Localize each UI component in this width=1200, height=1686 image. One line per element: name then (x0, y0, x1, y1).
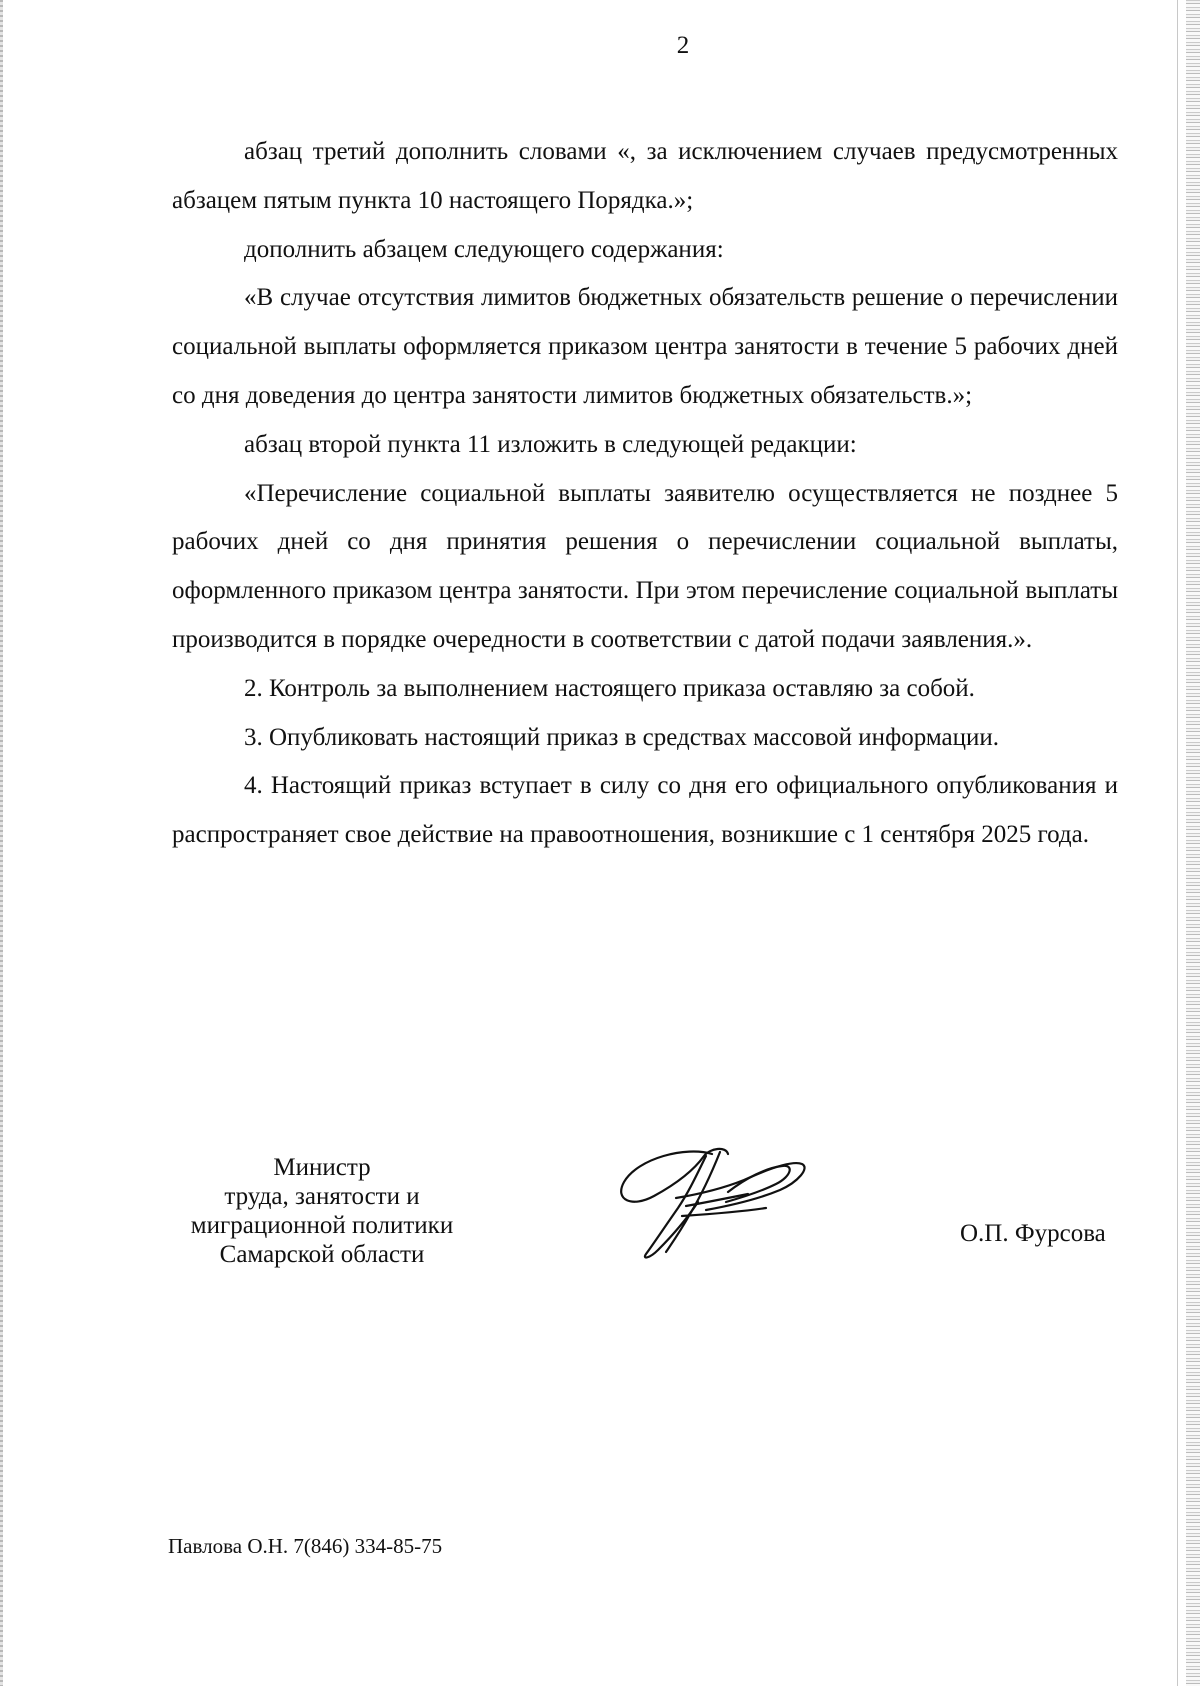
scan-edge-right (1186, 0, 1200, 1686)
paragraph-1: абзац третий дополнить словами «, за исключением случаев предусмотренных абзацем пятым пункта 10 настоящего Порядка.»; (172, 138, 1118, 214)
page-number: 2 (676, 32, 690, 59)
signer-name: О.П. Фурсова (960, 1220, 1106, 1247)
scan-edge-left (0, 0, 3, 1686)
paragraph-2: дополнить абзацем следующего содержания: (244, 235, 724, 263)
paragraph-5: «Перечисление социальной выплаты заявителю осуществляется не позднее 5 рабочих дней со дня принятия решения о перечислении социальной выплаты, оформленного приказом центра занятости. При этом перечисление социальной выплаты производится в порядке очередности в соответствии с датой подачи заявления.». (172, 479, 1118, 653)
scan-edge-line (1177, 0, 1178, 1686)
handwritten-signature (616, 1142, 826, 1262)
contact-info: Павлова О.Н. 7(846) 334-85-75 (168, 1534, 443, 1558)
paragraph-3: «В случае отсутствия лимитов бюджетных обязательств решение о перечислении социальной выплаты оформляется приказом центра занятости в течение 5 рабочих дней со дня доведения до центра занятости лимитов бюджетных обязательств.»; (172, 284, 1118, 409)
signatory-title-line-1: Министр (273, 1154, 371, 1181)
paragraph-4: абзац второй пункта 11 изложить в следующей редакции: (244, 430, 857, 458)
paragraph-7: 3. Опубликовать настоящий приказ в средствах массовой информации. (244, 723, 1000, 751)
signatory-title-line-3: миграционной политики (190, 1212, 454, 1239)
document-body (172, 128, 1118, 860)
paragraph-8: 4. Настоящий приказ вступает в силу со дня его официального опубликования и распространяет свое действие на правоотношения, возникшие с 1 сентября 2025 года. (172, 772, 1118, 849)
signatory-title-line-4: Самарской области (219, 1241, 425, 1268)
signatory-title (172, 1153, 472, 1269)
paragraph-6: 2. Контроль за выполнением настоящего приказа оставляю за собой. (244, 674, 975, 702)
signatory-title-line-2: труда, занятости и (224, 1183, 420, 1210)
